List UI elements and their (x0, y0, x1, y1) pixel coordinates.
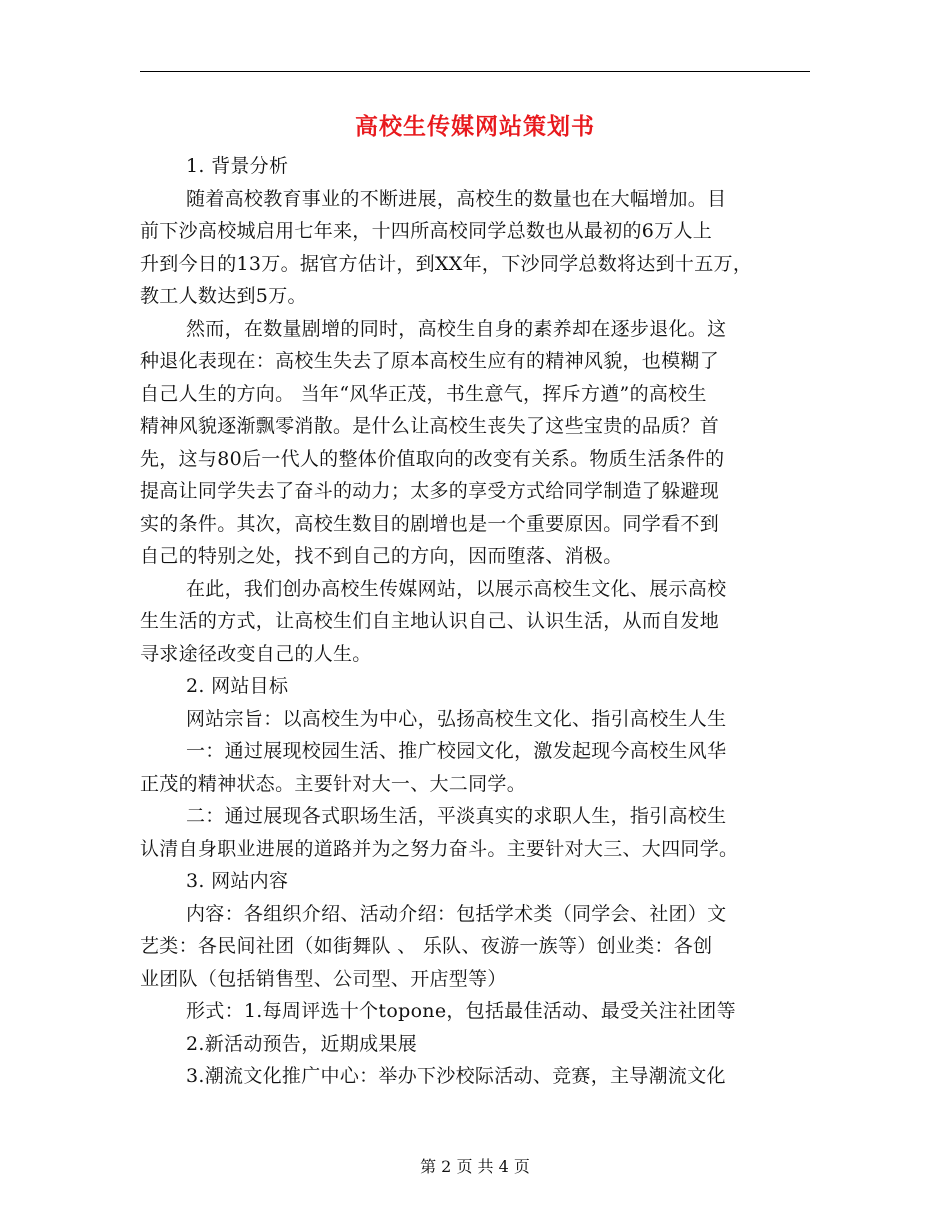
text-line: 2. 网站目标 (186, 675, 289, 697)
text-line: 形式：1.每周评选十个topone，包括最佳活动、最受关注社团等 (186, 1000, 736, 1022)
document-body (140, 150, 810, 1093)
text-line: 艺类：各民间社团（如街舞队 、 乐队、夜游一族等）创业类：各创 (140, 935, 713, 957)
page-footer: 第 2 页 共 4 页 (420, 1157, 530, 1176)
text-line: 提高让同学失去了奋斗的动力；太多的享受方式给同学制造了躲避现 (140, 480, 720, 502)
text-line: 网站宗旨：以高校生为中心，弘扬高校生文化、指引高校生人生 (186, 707, 727, 730)
text-line: 随着高校教育事业的不断进展，高校生的数量也在大幅增加。目 (186, 187, 727, 210)
document-title: 高校生传媒网站策划书 (355, 113, 595, 140)
header-rule (140, 71, 810, 72)
text-line: 精神风貌逐渐飘零消散。是什么让高校生丧失了这些宝贵的品质？首 (140, 415, 720, 437)
text-line: 正茂的精神状态。主要针对大一、大二同学。 (140, 772, 527, 795)
text-line: 2.新活动预告，近期成果展 (186, 1032, 418, 1055)
text-line: 种退化表现在：高校生失去了原本高校生应有的精神风貌，也模糊了 (140, 350, 720, 372)
text-line: 一：通过展现校园生活、推广校园文化，激发起现今高校生风华 (186, 740, 727, 762)
text-line: 在此，我们创办高校生传媒网站，以展示高校生文化、展示高校 (186, 577, 727, 600)
text-line: 内容：各组织介绍、活动介绍：包括学术类（同学会、社团）文 (186, 902, 727, 925)
text-line: 生生活的方式，让高校生们自主地认识自己、认识生活，从而自发地 (140, 610, 720, 632)
text-line: 先，这与80后一代人的整体价值取向的改变有关系。物质生活条件的 (140, 447, 725, 470)
text-line: 自己人生的方向。 当年“风华正茂，书生意气，挥斥方遒”的高校生 (140, 382, 707, 405)
text-line: 前下沙高校城启用七年来，十四所高校同学总数也从最初的6万人上 (140, 220, 713, 242)
text-line: 实的条件。其次，高校生数目的剧增也是一个重要原因。同学看不到 (140, 512, 720, 535)
text-line: 升到今日的13万。据官方估计，到XX年，下沙同学总数将达到十五万， (140, 252, 753, 275)
text-line: 业团队（包括销售型、公司型、开店型等） (140, 967, 507, 990)
text-line: 3.潮流文化推广中心：举办下沙校际活动、竞赛，主导潮流文化 (186, 1065, 726, 1087)
text-line: 寻求途径改变自己的人生。 (140, 642, 372, 665)
text-line: 认清自身职业进展的道路并为之努力奋斗。主要针对大三、大四同学。 (140, 837, 739, 860)
text-line: 1. 背景分析 (186, 155, 289, 177)
text-line: 然而，在数量剧增的同时，高校生自身的素养却在逐步退化。这 (186, 317, 727, 340)
text-line: 教工人数达到5万。 (140, 285, 307, 307)
text-line: 二：通过展现各式职场生活，平淡真实的求职人生，指引高校生 (186, 805, 727, 827)
text-line: 3. 网站内容 (186, 870, 289, 892)
text-line: 自己的特别之处，找不到自己的方向，因而堕落、消极。 (140, 545, 623, 567)
